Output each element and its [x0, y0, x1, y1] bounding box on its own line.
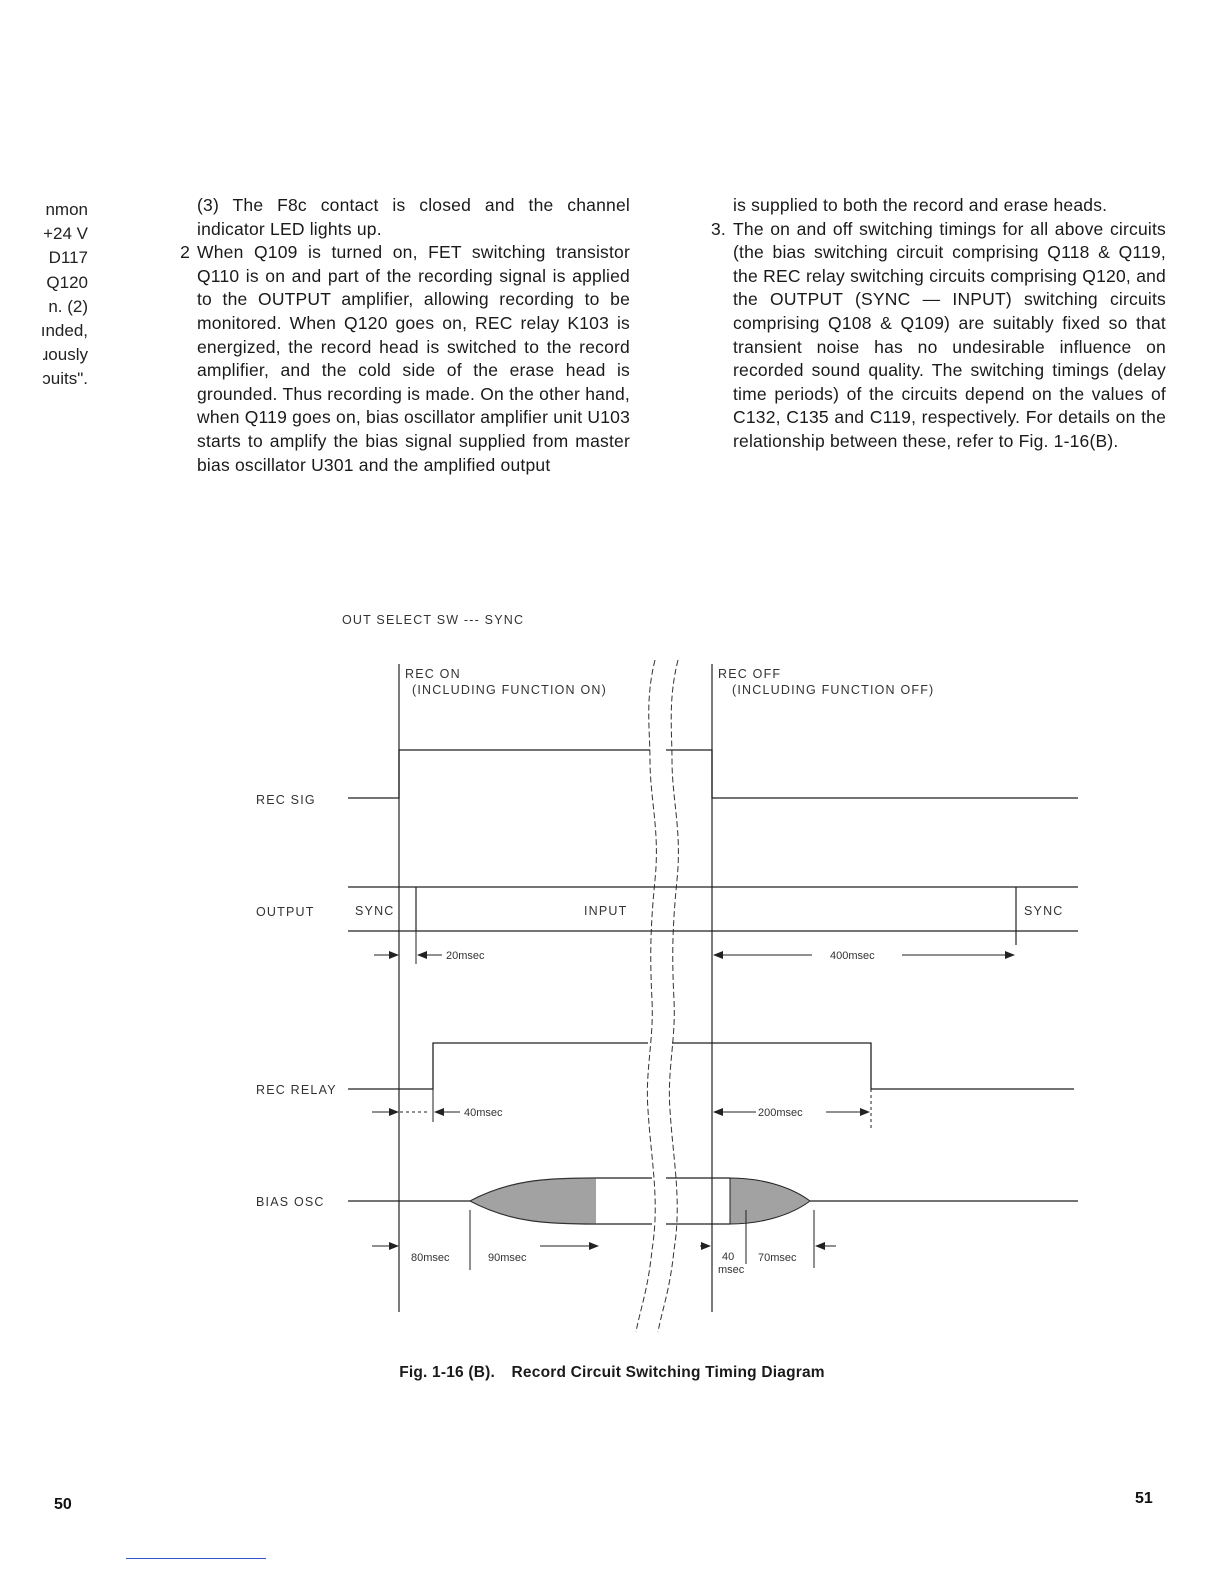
t40-label: 40msec: [464, 1107, 503, 1119]
figure-title: Record Circuit Switching Timing Diagram: [511, 1364, 825, 1381]
item-number: 2: [180, 242, 190, 263]
item-3-paragraph: (3) The F8c contact is closed and the channel indicator LED lights up.: [197, 195, 630, 239]
rec-on-sublabel: (INCLUDING FUNCTION ON): [412, 683, 607, 697]
figure-label: Fig. 1-16 (B).: [399, 1364, 496, 1381]
figure-caption: [0, 1364, 1224, 1382]
t400-label: 400msec: [830, 950, 875, 962]
margin-fragment: D117: [48, 248, 88, 268]
t200-label: 200msec: [758, 1107, 803, 1119]
item-2-text: When Q109 is turned on, FET switching transistor Q110 is on and part of the recording signal is applied to the OUTPUT amplifier, allowing recording to be monitored. When Q120 goes on, REC relay K103 is energized, the record head is switched to the record amplifier, and the cold side of the erase head is grounded. Thus recording is made. On the other hand, when Q119 goes on, bias oscillator amplifier unit U103 starts to amplify the bias signal supplied from master bias oscillator U301 and the amplified output: [197, 242, 630, 475]
timing-diagram: [0, 600, 1224, 1360]
t70-label: 70msec: [758, 1252, 797, 1264]
rec-on-label: REC ON: [405, 667, 461, 681]
margin-fragment: ɔuits".: [42, 369, 88, 389]
bias-osc-decay-fill: [730, 1178, 810, 1224]
t40b-label: 40: [722, 1251, 735, 1263]
rec-relay-label: REC RELAY: [256, 1083, 337, 1097]
diagram-header: OUT SELECT SW --- SYNC: [342, 613, 525, 627]
rec-off-sublabel: (INCLUDING FUNCTION OFF): [732, 683, 935, 697]
margin-fragments: [28, 198, 88, 392]
t80-label: 80msec: [411, 1252, 450, 1264]
bottom-rule: [126, 1558, 266, 1559]
page-number-right: 51: [1135, 1490, 1153, 1507]
margin-fragment: ɹously: [42, 345, 88, 365]
right-text-column: [704, 194, 1166, 454]
item-3-text: The on and off switching timings for all above circuits (the bias switching circuit comprising Q118 & Q119, the REC relay switching circuits comprising Q120, and the OUTPUT (SYNC — INPUT) switching circuits comprising Q108 & Q109) are suitably fixed so that transient noise has no undesirable influence on recorded sound quality. The switching timings (delay time periods) of the circuits depend on the values of C132, C135 and C119, respectively. For details on the relationship between these, refer to Fig. 1-16(B).: [733, 218, 1166, 451]
item-2-paragraph: [168, 241, 630, 477]
margin-fragment: nmon: [45, 200, 88, 219]
margin-fragment: +24 V: [43, 224, 88, 244]
margin-fragment: n. (2): [48, 296, 88, 316]
rec-relay-waveform-a: [348, 1043, 648, 1089]
rec-sig-waveform-a: [348, 750, 650, 798]
page-number-left: 50: [54, 1496, 72, 1513]
margin-fragment: ınded,: [40, 320, 88, 340]
t90-label: 90msec: [488, 1252, 527, 1264]
output-sync-right: SYNC: [1024, 904, 1064, 918]
rec-sig-label: REC SIG: [256, 793, 316, 807]
margin-fragment: Q120: [46, 272, 88, 292]
output-sync-left: SYNC: [355, 904, 395, 918]
t20-label: 20msec: [446, 950, 485, 962]
time-break-left: [636, 660, 656, 1332]
output-input: INPUT: [584, 904, 628, 918]
output-label: OUTPUT: [256, 905, 315, 919]
rec-off-label: REC OFF: [718, 667, 782, 681]
item-3-timing-paragraph: [704, 218, 1166, 454]
rec-sig-waveform-b: [666, 750, 1078, 798]
bias-osc-label: BIAS OSC: [256, 1195, 325, 1209]
rec-relay-waveform-b: [672, 1043, 1074, 1089]
item-number: 3.: [711, 218, 726, 239]
continuation-paragraph: is supplied to both the record and erase heads.: [733, 195, 1108, 215]
time-break-right: [658, 660, 678, 1332]
bias-osc-rise-fill: [470, 1178, 596, 1224]
t40b-unit: msec: [718, 1264, 745, 1276]
timing-diagram-svg: [0, 600, 1224, 1360]
left-text-column: [168, 194, 630, 477]
